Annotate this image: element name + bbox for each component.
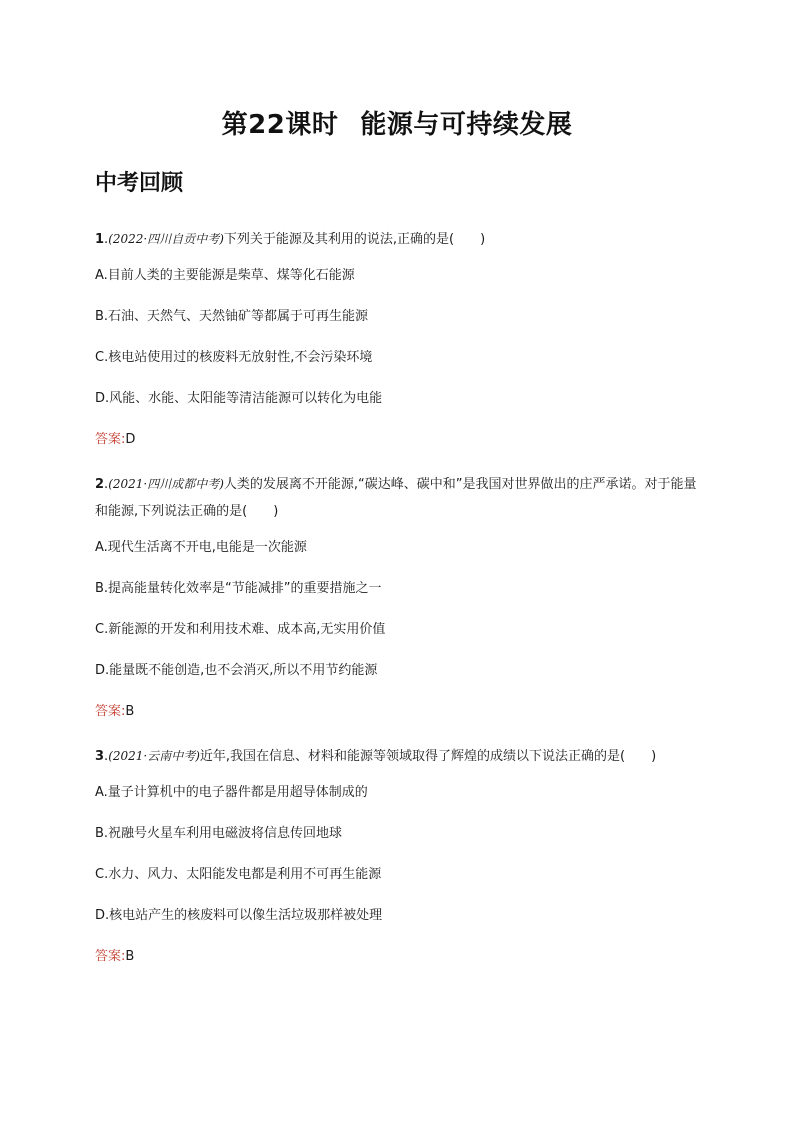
page-title xyxy=(0,104,794,141)
option-d: D.风能、水能、太阳能等清洁能源可以转化为电能 xyxy=(95,391,383,406)
question-stem: 3.(2021·云南中考)近年,我国在信息、材料和能源等领域取得了辉煌的成绩以下说法正确的是( ) xyxy=(95,749,657,764)
question-stem: 2.(2021·四川成都中考)人类的发展离不开能源,“碳达峰、碳中和”是我国对世界做出的庄严承诺。对于能量和能源,下列说法正确的是( ) xyxy=(95,477,697,519)
answer-label: 答案: xyxy=(95,432,126,447)
option-d: D.核电站产生的核废料可以像生活垃圾那样被处理 xyxy=(95,908,383,923)
question-number: 3 xyxy=(95,749,105,764)
answer-line xyxy=(95,702,705,722)
question-source: (2022·四川自贡中考) xyxy=(108,232,224,246)
question-text: 人类的发展离不开能源,“碳达峰、碳中和”是我国对世界做出的庄严承诺。对于能量和能源,下列说法正确的是( ) xyxy=(95,477,697,519)
option-b: B.祝融号火星车利用电磁波将信息传回地球 xyxy=(95,826,343,841)
question-text: 下列关于能源及其利用的说法,正确的是( ) xyxy=(223,232,486,247)
question-number: 2 xyxy=(95,477,105,492)
option-a: A.量子计算机中的电子器件都是用超导体制成的 xyxy=(95,785,368,800)
lesson-number: 第22课时 xyxy=(221,110,339,140)
question-source: (2021·云南中考) xyxy=(108,749,200,763)
answer-label: 答案: xyxy=(95,949,126,964)
question-1 xyxy=(95,226,705,450)
option-c: C.新能源的开发和利用技术难、成本高,无实用价值 xyxy=(95,622,386,637)
question-3 xyxy=(95,743,705,967)
option-d: D.能量既不能创造,也不会消灭,所以不用节约能源 xyxy=(95,663,378,678)
question-source: (2021·四川成都中考) xyxy=(108,477,224,491)
question-number: 1 xyxy=(95,232,105,247)
section-heading: 中考回顾 xyxy=(95,171,184,196)
answer-value: D xyxy=(125,432,136,447)
question-text: 近年,我国在信息、材料和能源等领域取得了辉煌的成绩以下说法正确的是( ) xyxy=(199,749,657,764)
option-b: B.石油、天然气、天然铀矿等都属于可再生能源 xyxy=(95,309,369,324)
answer-line xyxy=(95,430,705,450)
answer-value: B xyxy=(125,949,135,964)
question-list xyxy=(95,226,705,988)
option-a: A.目前人类的主要能源是柴草、煤等化石能源 xyxy=(95,268,355,283)
option-c: C.水力、风力、太阳能发电都是利用不可再生能源 xyxy=(95,867,382,882)
answer-label: 答案: xyxy=(95,704,126,719)
question-stem: 1.(2022·四川自贡中考)下列关于能源及其利用的说法,正确的是( ) xyxy=(95,232,486,247)
answer-line xyxy=(95,947,705,967)
question-2 xyxy=(95,471,705,722)
option-a: A.现代生活离不开电,电能是一次能源 xyxy=(95,540,307,555)
answer-value: B xyxy=(125,704,135,719)
lesson-topic: 能源与可持续发展 xyxy=(360,110,573,140)
option-b: B.提高能量转化效率是“节能减排”的重要措施之一 xyxy=(95,581,382,596)
option-c: C.核电站使用过的核废料无放射性,不会污染环境 xyxy=(95,350,373,365)
